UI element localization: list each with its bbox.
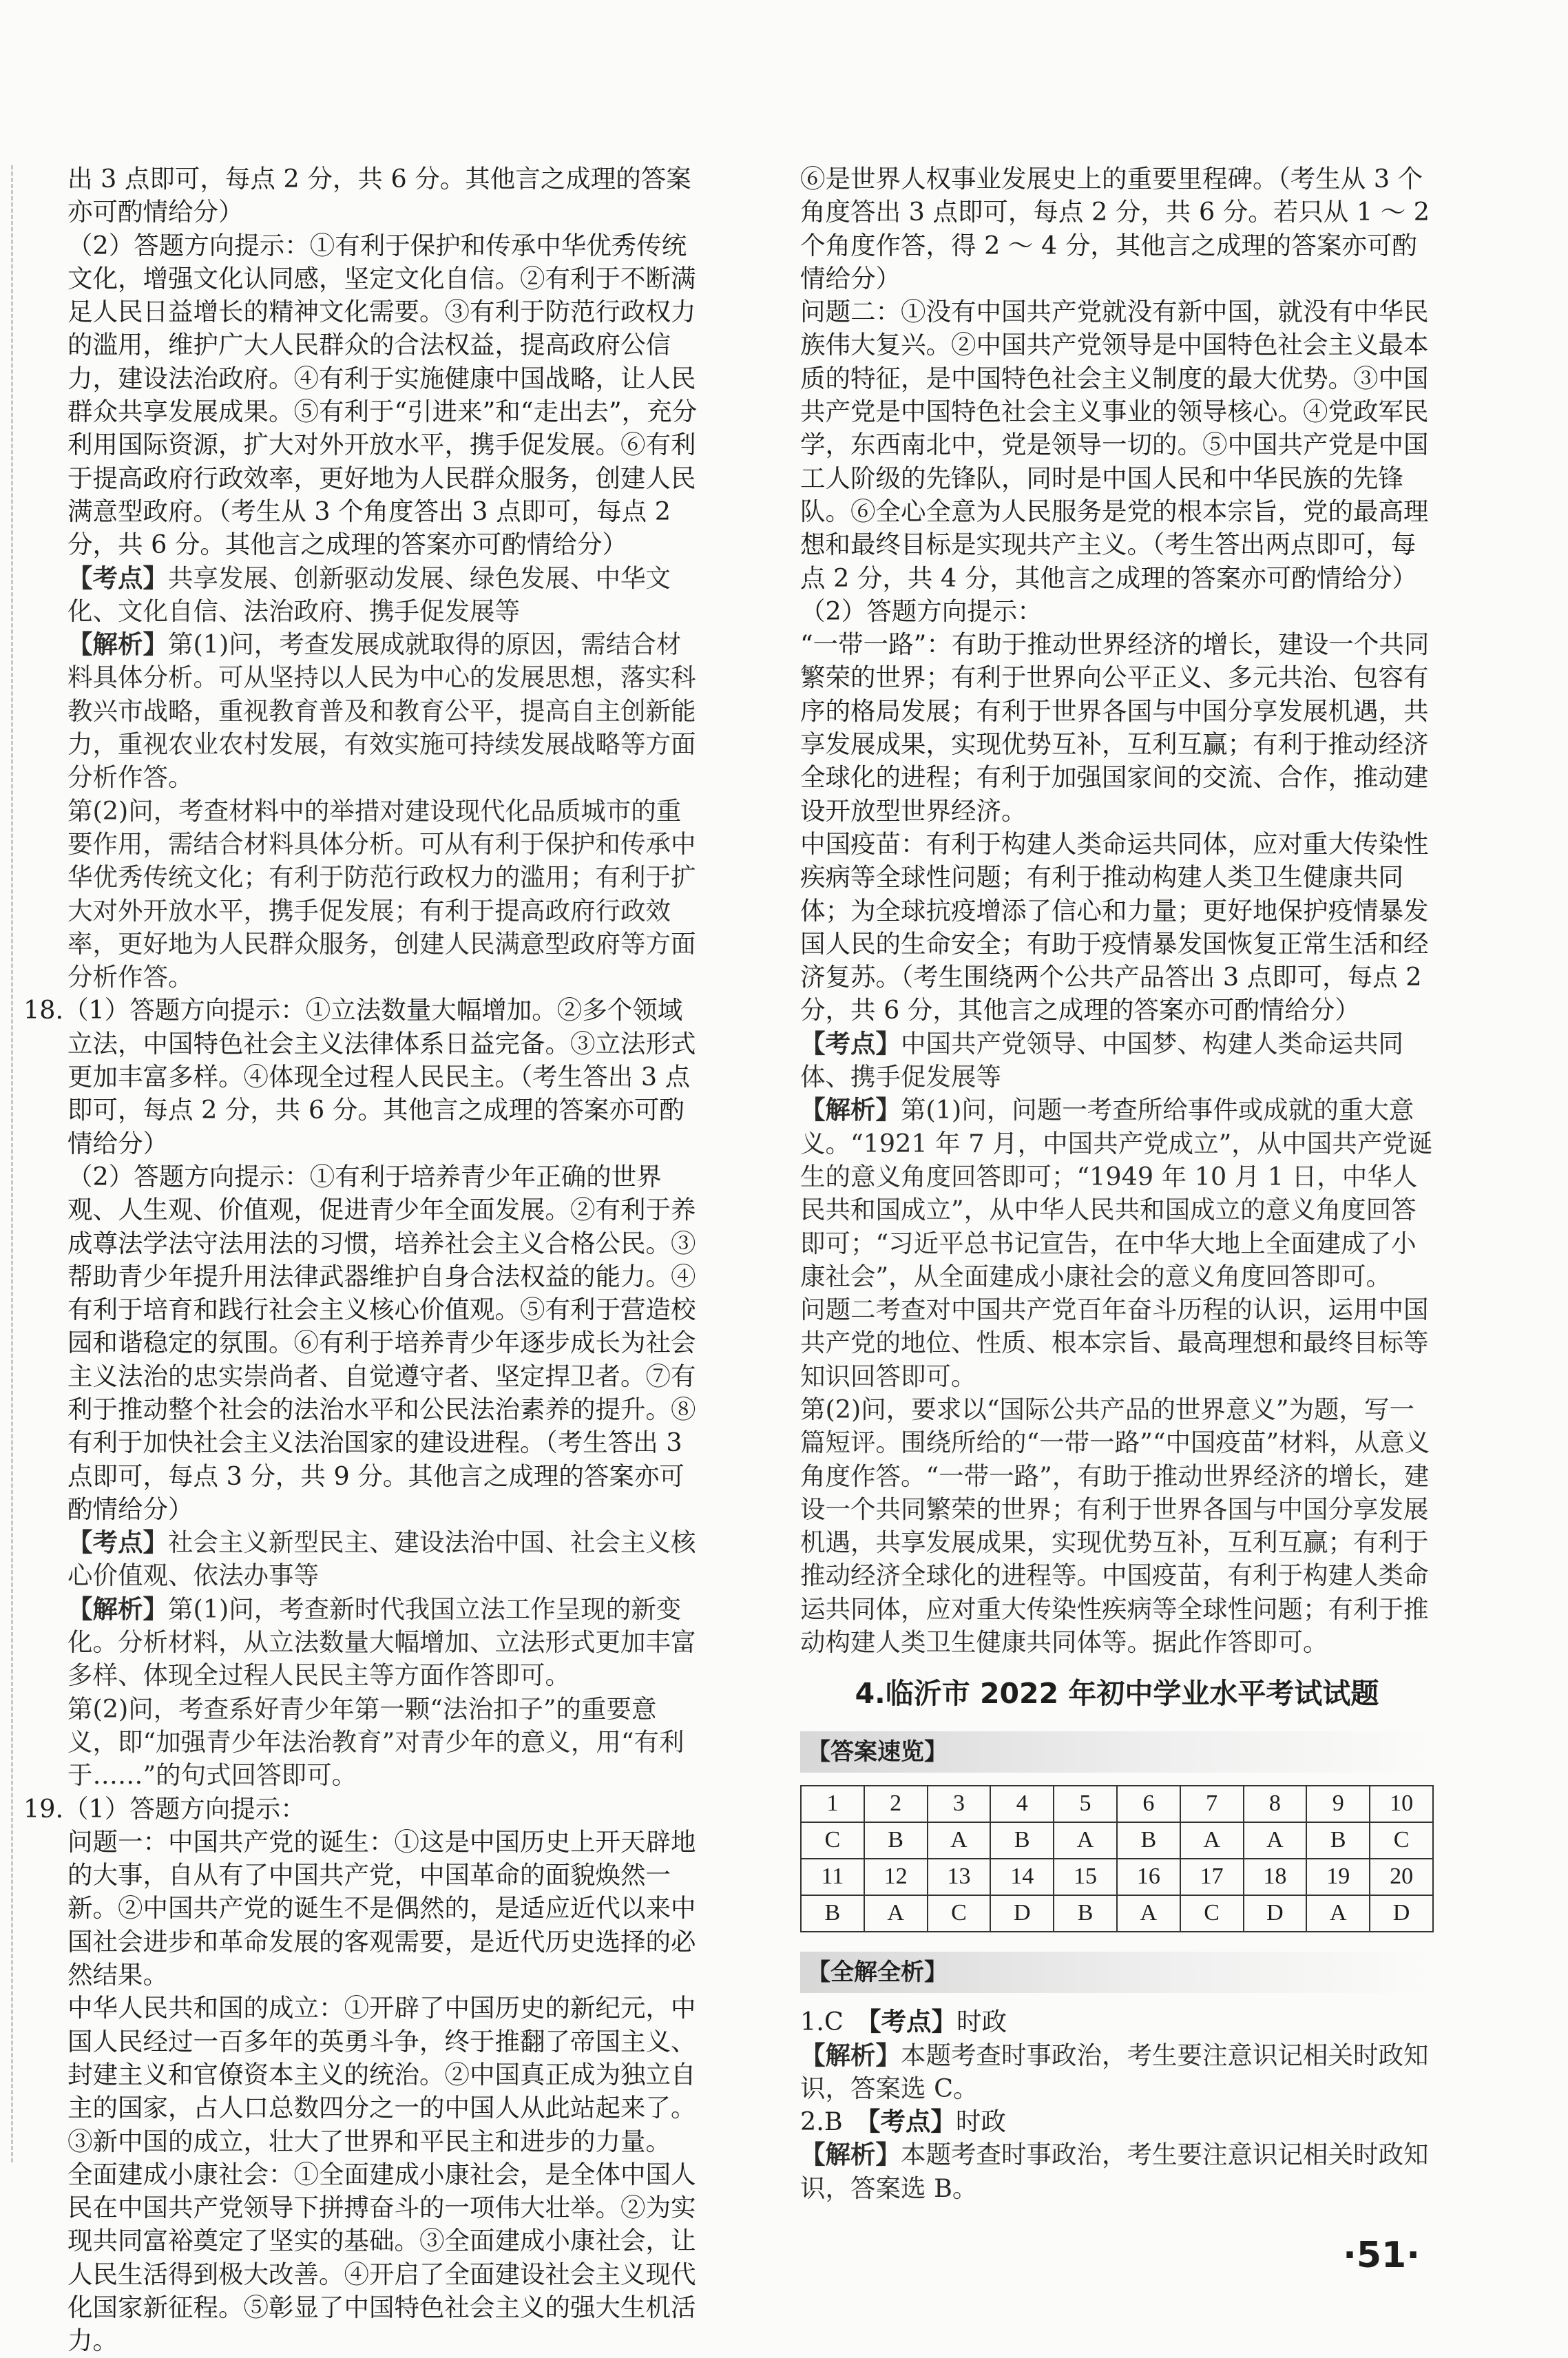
- answer-table-cell: 9: [1306, 1786, 1370, 1822]
- answer-table-cell: A: [1306, 1895, 1370, 1932]
- q18-part1: 18.（1）答题方向提示：①立法数量大幅增加。②多个领域立法，中国特色社会主义法律体系日益完备。③立法形式更加丰富多样。④体现全过程人民民主。（考生答出 3 点即可，每点 2 分，共 6 分。其他言之成理的答案亦可酌情给分）: [23, 995, 696, 1158]
- answer-table-cell: 13: [928, 1859, 991, 1895]
- full-analysis-banner: 【全解全析】: [800, 1952, 1434, 1993]
- answer-table-cell: 5: [1054, 1786, 1117, 1822]
- q19-jiexi-part3: 第(2)问，要求以“国际公共产品的世界意义”为题，写一篇短评。围绕所给的“一带一路”“中国疫苗”材料，从意义角度作答。“一带一路”，有助于推动世界经济的增长，建设一个共同繁荣的世界；有利于世界各国与中国分享发展机遇，共享发展成果，实现优势互补，互利互赢；有利于推动经济全球化的进程等。中国疫苗，有利于构建人类命运共同体，应对重大传染性疾病等全球性问题；有利于推动构建人类卫生健康共同体等。据此作答即可。: [800, 1394, 1430, 1658]
- answer-table-cell: 11: [801, 1859, 864, 1895]
- answer-table-cell: C: [1370, 1822, 1433, 1859]
- q18-kaodian: 【考点】社会主义新型民主、建设法治中国、社会主义核心价值观、依法办事等: [67, 1527, 696, 1591]
- q19-jiexi-part2: 问题二考查对中国共产党百年奋斗历程的认识，运用中国共产党的地位、性质、根本宗旨、最高理想和最终目标等知识回答即可。: [800, 1295, 1429, 1391]
- answer-table-cell: 7: [1180, 1786, 1244, 1822]
- answer-table-answer-row: [801, 1822, 1433, 1859]
- answer-table-cell: 3: [928, 1786, 991, 1822]
- page-number: ·51·: [1343, 2235, 1420, 2276]
- answer-table-cell: A: [1180, 1822, 1244, 1859]
- answer-table-cell: C: [928, 1895, 991, 1932]
- kaodian-tag: 【考点】: [868, 2007, 957, 2037]
- answer-table-cell: C: [801, 1822, 864, 1859]
- answer-table-cell: 20: [1370, 1859, 1433, 1895]
- answer-table-cell: D: [1244, 1895, 1307, 1932]
- answer-2: 2.B 【考点】时政: [800, 2107, 1006, 2137]
- q19-part2-heading: （2）答题方向提示：: [800, 596, 1043, 626]
- answer-table-cell: B: [1054, 1895, 1117, 1932]
- answer-table-cell: 18: [1244, 1859, 1307, 1895]
- answer-1-jiexi: 【解析】本题考查时事政治，考生要注意识记相关时政知识，答案选 C。: [800, 2040, 1429, 2103]
- answer-table-cell: A: [864, 1895, 928, 1932]
- answer-table-cell: 14: [990, 1859, 1054, 1895]
- q19-belt-road: “一带一路”：有助于推动世界经济的增长，建设一个共同繁荣的世界；有利于世界向公平正义、多元共治、包容有序的格局发展；有利于世界各国与中国分享发展机遇，共享发展成果，实现优势互补，互利互赢；有利于推动经济全球化的进程；有利于加强国家间的交流、合作，推动建设开放型世界经济。: [800, 629, 1430, 826]
- q18-part2: （2）答题方向提示：①有利于培养青少年正确的世界观、人生观、价值观，促进青少年全面发展。②有利于养成尊法学法守法用法的习惯，培养社会主义合格公民。③帮助青少年提升用法律武器维护自身合法权益的能力。④有利于培育和践行社会主义核心价值观。⑤有利于营造校园和谐稳定的氛围。⑥有利于培养青少年逐步成长为社会主义法治的忠实崇尚者、自觉遵守者、坚定捍卫者。⑦有利于推动整个社会的法治水平和公民法治素养的提升。⑧有利于加快社会主义法治国家的建设进程。（考生答出 3 点即可，每点 3 分，共 9 分。其他言之成理的答案亦可酌情给分）: [67, 1161, 696, 1524]
- q19-kaodian: 【考点】中国共产党领导、中国梦、构建人类命运共同体、携手促发展等: [800, 1028, 1403, 1092]
- left-column: [23, 163, 701, 2358]
- answer-table-cell: A: [928, 1822, 991, 1859]
- q19-question1-end: ⑥是世界人权事业发展史上的重要里程碑。（考生从 3 个角度答出 3 点即可，每点 2 分，共 6 分。若只从 1 ～ 2 个角度作答，得 2 ～ 4 分，其他言之成理的答案亦可酌情给分）: [800, 164, 1430, 293]
- kaodian-tag: 【考点】: [800, 1028, 901, 1058]
- answer-table-cell: B: [990, 1822, 1054, 1859]
- answer-table-cell: B: [1117, 1822, 1180, 1859]
- answer-table-cell: 16: [1117, 1859, 1180, 1895]
- answer-table-cell: 12: [864, 1859, 928, 1895]
- q19-question1-xiaokang: 全面建成小康社会：①全面建成小康社会，是全体中国人民在中国共产党领导下拼搏奋斗的一项伟大壮举。②为实现共同富裕奠定了坚实的基础。③全面建成小康社会，让人民生活得到极大改善。④开启了全面建设社会主义现代化国家新征程。⑤彰显了中国特色社会主义的强大生机活力。: [67, 2159, 696, 2356]
- jiexi-tag: 【解析】: [800, 2040, 901, 2070]
- q19-question1-birth: 问题一：中国共产党的诞生：①这是中国历史上开天辟地的大事，自从有了中国共产党，中国革命的面貌焕然一新。②中国共产党的诞生不是偶然的，是适应近代以来中国社会进步和革命发展的客观需要，是近代历史选择的必然结果。: [67, 1826, 696, 1990]
- q19-question2: 问题二：①没有中国共产党就没有新中国，就没有中华民族伟大复兴。②中国共产党领导是中国特色社会主义最本质的特征，是中国特色社会主义制度的最大优势。③中国共产党是中国特色社会主义事业的领导核心。④党政军民学，东西南北中，党是领导一切的。⑤中国共产党是中国工人阶级的先锋队，同时是中国人民和中华民族的先锋队。⑥全心全意为人民服务是党的根本宗旨，党的最高理想和最终目标是实现共产主义。（考生答出两点即可，每点 2 分，共 4 分，其他言之成理的答案亦可酌情给分）: [800, 297, 1429, 593]
- kaodian-tag: 【考点】: [67, 1527, 168, 1558]
- section-title: 4.临沂市 2022 年初中学业水平考试试题: [855, 1677, 1379, 1711]
- right-column: [800, 163, 1434, 2205]
- q17-answer-end: 出 3 点即可，每点 2 分，共 6 分。其他言之成理的答案亦可酌情给分）: [67, 164, 691, 227]
- q18-jiexi: 【解析】第(1)问，考查新时代我国立法工作呈现的新变化。分析材料，从立法数量大幅增加、立法形式更加丰富多样、体现全过程人民民主等方面作答即可。: [67, 1594, 696, 1691]
- q18-jiexi-part2: 第(2)问，考查系好青少年第一颗“法治扣子”的重要意义，即“加强青少年法治教育”对青少年的意义，用“有利于……”的句式回答即可。: [67, 1693, 684, 1791]
- answer-table-cell: A: [1244, 1822, 1307, 1859]
- answer-table-number-row: [801, 1859, 1433, 1895]
- q19-vaccine: 中国疫苗：有利于构建人类命运共同体，应对重大传染性疾病等全球性问题；有利于推动构建人类卫生健康共同体；为全球抗疫增添了信心和力量；更好地保护疫情暴发国人民的生命安全；有助于疫情暴发国恢复正常生活和经济复苏。（考生围绕两个公共产品答出 3 点即可，每点 2 分，共 6 分，其他言之成理的答案亦可酌情给分）: [800, 828, 1429, 1025]
- answer-table-cell: D: [1370, 1895, 1433, 1932]
- q17-part2-answer: （2）答题方向提示：①有利于保护和传承中华优秀传统文化，增强文化认同感，坚定文化自信。②有利于不断满足人民日益增长的精神文化需要。③有利于防范行政权力的滥用，维护广大人民群众的合法权益，提高政府公信力，建设法治政府。④有利于实施健康中国战略，让人民群众共享发展成果。⑤有利于“引进来”和“走出去”，充分利用国际资源，扩大对外开放水平，携手促发展。⑥有利于提高政府行政效率，更好地为人民群众服务，创建人民满意型政府。（考生从 3 个角度答出 3 点即可，每点 2 分，共 6 分。其他言之成理的答案亦可酌情给分）: [67, 230, 698, 560]
- answer-table-cell: 1: [801, 1786, 864, 1822]
- q19-part1-heading: 19.（1）答题方向提示：: [23, 1793, 306, 1824]
- answer-table: [800, 1785, 1434, 1932]
- jiexi-tag: 【解析】: [800, 2140, 901, 2170]
- answer-table-cell: B: [1306, 1822, 1370, 1859]
- answer-table-cell: 2: [864, 1786, 928, 1822]
- kaodian-tag: 【考点】: [868, 2107, 956, 2137]
- answer-table-cell: 15: [1054, 1859, 1117, 1895]
- jiexi-tag: 【解析】: [67, 629, 168, 660]
- answer-table-cell: 4: [990, 1786, 1054, 1822]
- answer-2-jiexi: 【解析】本题考查时事政治，考生要注意识记相关时政知识，答案选 B。: [800, 2140, 1429, 2203]
- answer-overview-banner: 【答案速览】: [800, 1731, 1434, 1773]
- answer-table-number-row: [801, 1786, 1433, 1822]
- q17-kaodian: 【考点】共享发展、创新驱动发展、绿色发展、中华文化、文化自信、法治政府、携手促发展等: [67, 563, 671, 626]
- answer-table-cell: 10: [1370, 1786, 1433, 1822]
- answer-table-cell: 19: [1306, 1859, 1370, 1895]
- answer-table-cell: B: [801, 1895, 864, 1932]
- binding-dash-line: [11, 165, 13, 2162]
- answer-1: 1.C 【考点】时政: [800, 2007, 1007, 2037]
- q18-number: 18.: [23, 995, 64, 1025]
- q17-jiexi: 【解析】第(1)问，考查发展成就取得的原因，需结合材料具体分析。可从坚持以人民为中心的发展思想，落实科教兴市战略，重视教育普及和教育公平，提高自主创新能力，重视农业农村发展，有效实施可持续发展战略等方面分析作答。: [67, 629, 696, 793]
- kaodian-tag: 【考点】: [67, 563, 168, 593]
- answer-table-cell: 8: [1244, 1786, 1307, 1822]
- answer-table-cell: A: [1117, 1895, 1180, 1932]
- answer-table-cell: B: [864, 1822, 928, 1859]
- answer-table-answer-row: [801, 1895, 1433, 1932]
- q17-jiexi-part2: 第(2)问，考查材料中的举措对建设现代化品质城市的重要作用，需结合材料具体分析。可从有利于保护和传承中华优秀传统文化；有利于防范行政权力的滥用；有利于扩大对外开放水平，携手促发展；有利于提高政府行政效率，更好地为人民群众服务，创建人民满意型政府等方面分析作答。: [67, 795, 696, 992]
- jiexi-tag: 【解析】: [67, 1594, 168, 1624]
- answer-table-cell: 6: [1117, 1786, 1180, 1822]
- q19-number: 19.: [23, 1793, 64, 1824]
- q19-question1-prc: 中华人民共和国的成立：①开辟了中国历史的新纪元，中国人民经过一百多年的英勇斗争，终于推翻了帝国主义、封建主义和官僚资本主义的统治。②中国真正成为独立自主的国家，占人口总数四分之一的中国人从此站起来了。③新中国的成立，壮大了世界和平民主和进步的力量。: [67, 1993, 696, 2156]
- answer-table-cell: 17: [1180, 1859, 1244, 1895]
- jiexi-tag: 【解析】: [800, 1095, 901, 1125]
- answer-table-cell: C: [1180, 1895, 1244, 1932]
- answer-table-cell: A: [1054, 1822, 1117, 1859]
- q19-jiexi: 【解析】第(1)问，问题一考查所给事件或成就的重大意义。“1921 年 7 月，中国共产党成立”，从中国共产党诞生的意义角度回答即可；“1949 年 10 月 1 日，中华人民共和国成立”，从中华人民共和国成立的意义角度回答即可；“习近平总书记宣告，在中华大地上全面建成了小康社会”，从全面建成小康社会的意义角度回答即可。: [800, 1095, 1433, 1291]
- answer-table-cell: D: [990, 1895, 1054, 1932]
